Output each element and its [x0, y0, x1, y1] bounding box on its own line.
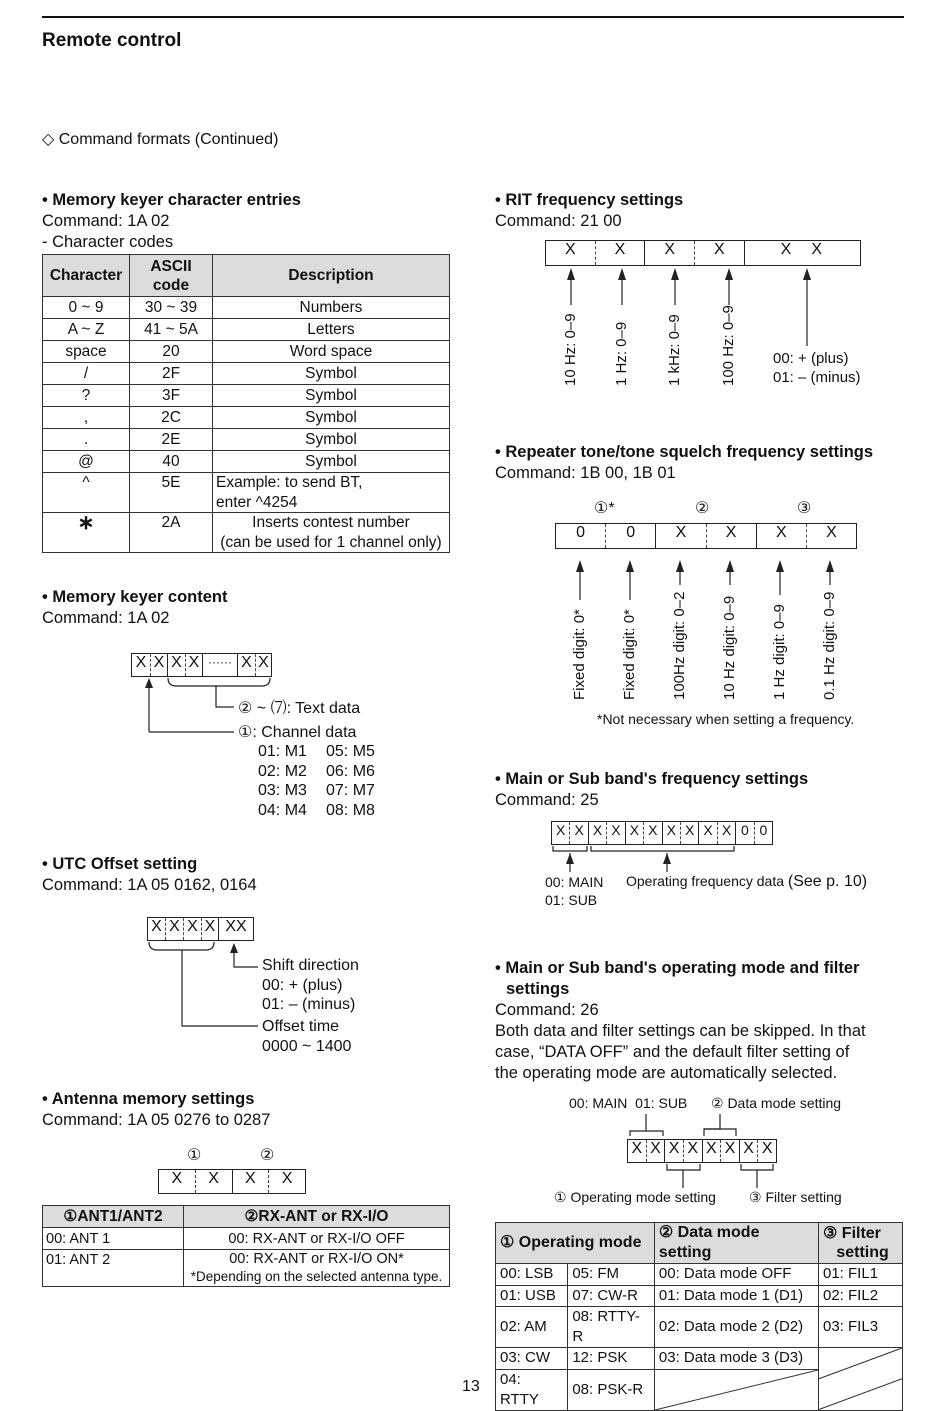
format-cell: X — [707, 524, 757, 548]
format-cell: X — [607, 822, 625, 844]
table-cell: 2A — [130, 513, 213, 553]
col-header: ②RX-ANT or RX-I/O — [184, 1206, 450, 1228]
rit-command: Command: 21 00 — [495, 212, 622, 230]
format-dots: ······ — [203, 654, 238, 676]
mode-bot-right-label: ③ Filter setting — [749, 1189, 842, 1205]
col-header: ① Operating mode — [496, 1223, 655, 1264]
mk-entries-command: Command: 1A 02 — [42, 212, 170, 230]
format-cell: X — [656, 524, 706, 548]
shift-plus: 00: + (plus) — [262, 976, 343, 994]
format-cell: X — [780, 241, 812, 258]
channel-item: 07: M7 — [326, 782, 375, 799]
table-cell: 03: Data mode 3 (D3) — [654, 1348, 818, 1370]
channel-item: 08: M8 — [326, 801, 375, 819]
rit-vlabel: 1 kHz: 0–9 — [666, 314, 683, 386]
opfreq-text: Operating frequency data — [626, 873, 784, 889]
repeater-vlabel: Fixed digit: 0* — [621, 609, 638, 700]
mk-entries-sub: - Character codes — [42, 233, 174, 251]
table-cell: Letters — [213, 319, 450, 341]
section-subtitle: ◇ Command formats (Continued) — [42, 131, 279, 148]
format-cell: X — [168, 654, 186, 676]
mk-entries-title: • Memory keyer character entries — [42, 191, 301, 209]
rit-vlabel: 10 Hz: 0–9 — [562, 313, 579, 386]
table-cell: Numbers — [213, 297, 450, 319]
format-cell: X — [570, 822, 588, 844]
band-freq-command: Command: 25 — [495, 791, 599, 809]
format-cell: X — [761, 1140, 773, 1157]
format-cell: X — [258, 654, 269, 671]
format-cell: X — [644, 822, 662, 844]
channel-item: 01: M1 — [258, 743, 307, 760]
table-cell: 5E — [130, 473, 213, 513]
table-cell: 12: PSK — [568, 1348, 655, 1370]
table-cell: 03: CW — [496, 1348, 568, 1370]
rit-plus: 00: + (plus) — [773, 350, 849, 367]
format-cell: X — [589, 822, 607, 844]
table-cell: Symbol — [213, 451, 450, 473]
format-cell: X — [281, 1170, 293, 1187]
offset-time-label: Offset time — [262, 1018, 340, 1035]
table-cell: 08: RTTY-R — [568, 1307, 655, 1348]
repeater-mark-2: ② — [695, 500, 710, 517]
format-cell: X — [196, 1170, 233, 1193]
table-cell: 2C — [130, 407, 213, 429]
band-mode-title-cont: settings — [506, 980, 570, 998]
mode-top-right-label: ② Data mode setting — [711, 1095, 842, 1111]
format-cell: X — [132, 654, 151, 676]
table-cell: Symbol — [213, 429, 450, 451]
desc-line: Both data and filter settings can be skipped. In that — [495, 1022, 866, 1040]
channel-item: 02: M2 — [258, 762, 307, 780]
mode-table — [495, 1222, 903, 1411]
table-cell: 01: Data mode 1 (D1) — [654, 1285, 818, 1307]
mode-bot-left-label: ① Operating mode setting — [554, 1189, 716, 1205]
table-cell: space — [43, 341, 130, 363]
table-cell: 02: AM — [496, 1307, 568, 1348]
table-cell: 41 ~ 5A — [130, 319, 213, 341]
repeater-command: Command: 1B 00, 1B 01 — [495, 464, 676, 482]
band-sub: 01: SUB — [545, 892, 598, 908]
empty-cell-diagonal — [819, 1348, 903, 1411]
format-cell: 0 — [556, 524, 606, 548]
channel-item: 04: M4 — [258, 801, 307, 819]
table-cell: A ~ Z — [43, 319, 130, 341]
table-cell: 20 — [130, 341, 213, 363]
desc-line: case, “DATA OFF” and the default filter setting of — [495, 1043, 850, 1061]
table-cell: Symbol — [213, 385, 450, 407]
format-cell: X — [695, 241, 745, 265]
format-cell: X — [665, 1140, 684, 1162]
table-cell: 03: FIL3 — [819, 1307, 903, 1348]
col-header: ASCII code — [130, 255, 213, 297]
repeater-note: *Not necessary when setting a frequency. — [597, 711, 855, 727]
rit-vlabel: 1 Hz: 0–9 — [613, 321, 630, 386]
format-cell: 0 — [736, 822, 754, 844]
table-cell: 01: ANT 2 — [43, 1250, 184, 1287]
format-cell: X — [740, 1140, 759, 1162]
table-cell: 3F — [130, 385, 213, 407]
table-cell: 07: CW-R — [568, 1285, 655, 1307]
format-cell: X — [546, 241, 596, 265]
channel-item: 06: M6 — [326, 762, 375, 780]
rit-minus: 01: – (minus) — [773, 369, 861, 386]
table-cell: 01: FIL1 — [819, 1264, 903, 1286]
col-header: ①ANT1/ANT2 — [43, 1206, 184, 1228]
band-mode-title: • Main or Sub band's operating mode and filter — [495, 959, 860, 977]
band-freq-title: • Main or Sub band's frequency settings — [495, 770, 809, 788]
format-cell: X — [645, 241, 695, 265]
repeater-vlabel: 100Hz digit: 0–2 — [671, 591, 688, 700]
format-cell: X — [721, 1140, 740, 1162]
shift-direction-label: Shift direction — [262, 957, 359, 974]
channel-data-label: ①: Channel data — [238, 724, 357, 741]
offset-range: 0000 ~ 1400 — [262, 1037, 352, 1055]
table-cell: / — [43, 363, 130, 385]
channel-item: 05: M5 — [326, 743, 375, 760]
repeater-vlabel: 10 Hz digit: 0–9 — [721, 595, 738, 700]
format-cell: X — [681, 822, 699, 844]
table-cell: 08: PSK-R — [568, 1369, 655, 1410]
page-title: Remote control — [42, 30, 182, 51]
table-cell: 0 ~ 9 — [43, 297, 130, 319]
repeater-vlabel: 1 Hz digit: 0–9 — [771, 604, 788, 700]
antenna-command: Command: 1A 05 0276 to 0287 — [42, 1111, 271, 1129]
band-main: 00: MAIN — [545, 874, 604, 890]
antenna-mark-2: ② — [260, 1147, 275, 1164]
table-cell: 05: FM — [568, 1264, 655, 1286]
format-cell: X — [202, 918, 219, 940]
table-cell: 00: ANT 1 — [43, 1228, 184, 1250]
diagonal-strike — [655, 1370, 818, 1410]
antenna-note: *Depending on the selected antenna type. — [190, 1269, 443, 1284]
table-cell: Word space — [213, 341, 450, 363]
table-cell: 2E — [130, 429, 213, 451]
format-cell: X — [184, 918, 202, 940]
utc-title: • UTC Offset setting — [42, 855, 198, 873]
repeater-mark-1: ①* — [594, 500, 615, 517]
channel-item: 03: M3 — [258, 782, 307, 799]
table-cell: 30 ~ 39 — [130, 297, 213, 319]
format-cell: X — [626, 822, 644, 844]
antenna-title: • Antenna memory settings — [42, 1090, 255, 1108]
table-cell: 00: RX-ANT or RX-I/O OFF — [184, 1228, 450, 1250]
page-number: 13 — [462, 1378, 480, 1395]
format-cell: X — [647, 1140, 666, 1162]
see-page-link: (See p. 10) — [787, 873, 868, 890]
format-cell: X — [699, 822, 717, 844]
table-cell: . — [43, 429, 130, 451]
format-cell: X — [628, 1140, 647, 1162]
format-cell: X — [826, 524, 837, 541]
table-cell: 02: Data mode 2 (D2) — [654, 1307, 818, 1348]
table-cell: ^ — [43, 473, 130, 513]
table-cell: ? — [43, 385, 130, 407]
format-cell: X — [148, 918, 166, 940]
format-cell: X — [552, 822, 570, 844]
rit-vlabel: 100 Hz: 0–9 — [720, 305, 737, 386]
repeater-vlabel: Fixed digit: 0* — [571, 609, 588, 700]
antenna-mark-1: ① — [187, 1147, 202, 1164]
repeater-mark-3: ③ — [797, 500, 812, 517]
mk-content-title: • Memory keyer content — [42, 588, 228, 606]
table-cell: 2F — [130, 363, 213, 385]
format-cell: X — [151, 654, 168, 676]
table-cell: Symbol — [213, 363, 450, 385]
repeater-title: • Repeater tone/tone squelch frequency settings — [495, 443, 874, 461]
format-cell: XX — [225, 918, 247, 935]
repeater-vlabel: 0.1 Hz digit: 0–9 — [821, 591, 838, 700]
mode-top-left-label: 00: MAIN 01: SUB — [569, 1095, 688, 1111]
band-mode-command: Command: 26 — [495, 1001, 599, 1019]
utc-command: Command: 1A 05 0162, 0164 — [42, 876, 257, 894]
table-cell: 00: LSB — [496, 1264, 568, 1286]
table-cell: Symbol — [213, 407, 450, 429]
format-cell: X — [718, 822, 736, 844]
table-cell: 00: Data mode OFF — [654, 1264, 818, 1286]
format-cell: X — [159, 1170, 196, 1193]
col-header: Description — [213, 255, 450, 297]
empty-cell-diagonal — [654, 1369, 818, 1410]
format-cell: X — [238, 654, 256, 676]
table-cell: 02: FIL2 — [819, 1285, 903, 1307]
format-cell: X — [233, 1170, 270, 1193]
antenna-on-value: 00: RX-ANT or RX-I/O ON* — [229, 1251, 404, 1267]
text-data-label: ② ~ ⑺: Text data — [238, 700, 361, 717]
col-header: Character — [43, 255, 130, 297]
format-cell: X — [166, 918, 184, 940]
format-cell: X — [757, 524, 807, 548]
col-header: ③ Filter setting — [819, 1223, 903, 1264]
table-cell: Inserts contest number (can be used for 1 channel only) — [213, 513, 450, 553]
table-cell: ∗ — [43, 513, 130, 553]
format-cell: X — [596, 241, 646, 265]
mk-content-command: Command: 1A 02 — [42, 609, 170, 627]
format-cell: X — [811, 241, 843, 258]
table-cell: 04: RTTY — [496, 1369, 568, 1410]
table-cell: , — [43, 407, 130, 429]
format-cell: 0 — [759, 822, 768, 838]
rit-title: • RIT frequency settings — [495, 191, 684, 209]
diagonal-strike — [819, 1348, 902, 1410]
format-cell: X — [703, 1140, 722, 1162]
table-cell: @ — [43, 451, 130, 473]
table-cell: Example: to send BT, enter ^4254 — [213, 473, 450, 513]
format-cell: X — [684, 1140, 703, 1162]
format-cell: 0 — [606, 524, 656, 548]
col-header: ② Data mode setting — [654, 1223, 818, 1264]
format-cell: X — [663, 822, 681, 844]
shift-minus: 01: – (minus) — [262, 996, 356, 1013]
table-cell: 01: USB — [496, 1285, 568, 1307]
format-cell: X — [186, 654, 203, 676]
desc-line: the operating mode are automatically selected. — [495, 1064, 838, 1082]
table-cell: 40 — [130, 451, 213, 473]
